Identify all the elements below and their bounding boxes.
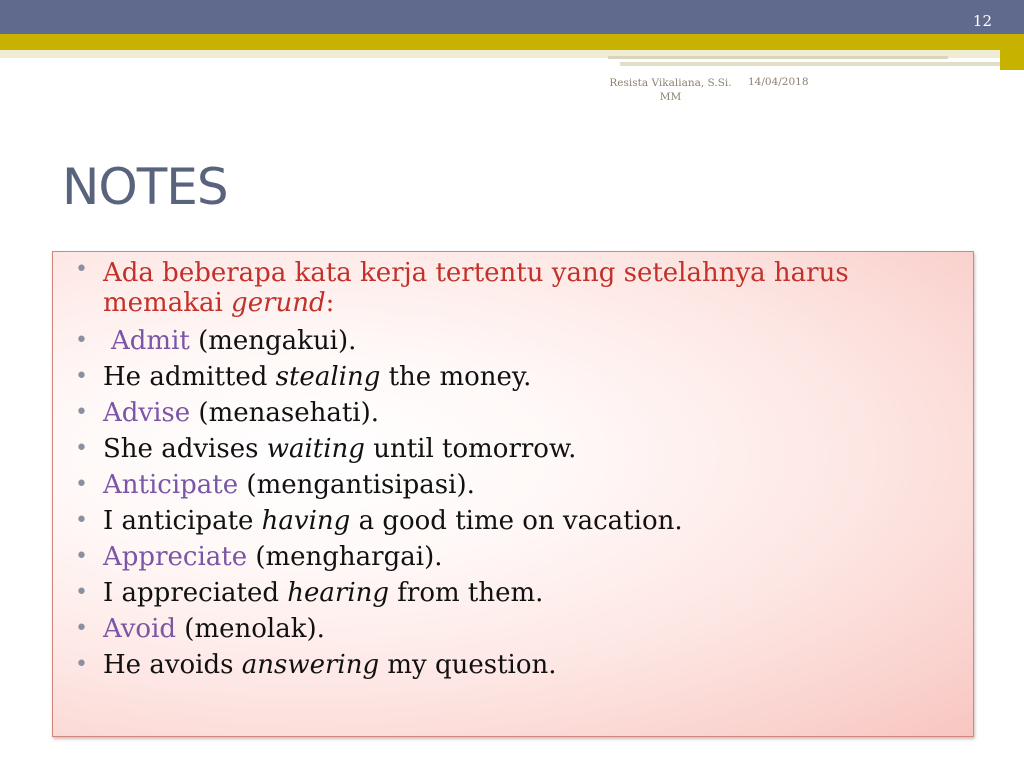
bullet-dot-icon: • [75, 580, 88, 605]
bullet-pre: I anticipate [103, 506, 262, 536]
bullet-italic: waiting [266, 434, 365, 464]
bullet-italic: hearing [287, 578, 390, 608]
bullet-dot-icon: • [75, 436, 88, 461]
decorative-line [608, 56, 948, 59]
decorative-stripe [0, 34, 1024, 50]
bullet-post: until tomorrow. [364, 434, 577, 464]
top-bar [0, 0, 1024, 34]
bullet-item [73, 467, 963, 503]
bullet-pre: She advises [103, 434, 267, 464]
bullet-dot-icon: • [75, 508, 88, 533]
bullet-italic: gerund [231, 288, 326, 318]
bullet-text: Ada beberapa kata kerja tertentu yang setelahnya harus memakai [103, 258, 849, 318]
bullet-verb: Admit [111, 326, 190, 356]
bullet-verb: Appreciate [103, 542, 248, 572]
bullet-italic: answering [241, 650, 380, 680]
bullet-item [73, 431, 963, 467]
bullet-italic: having [261, 506, 351, 536]
bullet-dot-icon: • [75, 364, 88, 389]
bullet-dot-icon: • [75, 616, 88, 641]
bullet-post: the money. [380, 362, 532, 392]
bullet-list [73, 254, 963, 683]
bullet-item [73, 575, 963, 611]
bullet-gloss: (mengakui). [189, 326, 357, 356]
bullet-pre: He avoids [103, 650, 242, 680]
bullet-item [73, 503, 963, 539]
bullet-item [73, 395, 963, 431]
bullet-post: a good time on vacation. [350, 506, 683, 536]
bullet-item [73, 647, 963, 683]
bullet-pre: I appreciated [103, 578, 288, 608]
bullet-item [73, 258, 963, 318]
bullet-pre: He admitted [103, 362, 276, 392]
slide-title: NOTES [62, 158, 228, 216]
bullet-post: my question. [379, 650, 557, 680]
bullet-dot-icon: • [75, 400, 88, 425]
bullet-dot-icon: • [75, 472, 88, 497]
bullet-verb: Advise [103, 398, 191, 428]
bullet-post: from them. [389, 578, 544, 608]
bullet-gloss: (mengantisipasi). [238, 470, 475, 500]
bullet-gloss: (menolak). [176, 614, 325, 644]
bullet-gloss: (menghargai). [247, 542, 443, 572]
bullet-item [73, 611, 963, 647]
bullet-dot-icon: • [75, 257, 88, 282]
bullet-gloss: (menasehati). [190, 398, 379, 428]
slide-date: 14/04/2018 [748, 76, 809, 88]
bullet-verb: Anticipate [103, 470, 239, 500]
content-box [52, 251, 974, 737]
bullet-item [73, 323, 963, 359]
bullet-tail: : [325, 288, 335, 318]
decorative-stripe-end [1000, 44, 1024, 70]
bullet-italic: stealing [275, 362, 381, 392]
slide-number: 12 [972, 12, 992, 30]
bullet-dot-icon: • [75, 652, 88, 677]
bullet-item [73, 539, 963, 575]
decorative-line [620, 62, 1000, 66]
bullet-item [73, 359, 963, 395]
slide-author: Resista Vikaliana, S.Si. MM [609, 77, 732, 103]
bullet-dot-icon: • [75, 544, 88, 569]
bullet-verb: Avoid [103, 614, 177, 644]
bullet-dot-icon: • [75, 328, 88, 353]
